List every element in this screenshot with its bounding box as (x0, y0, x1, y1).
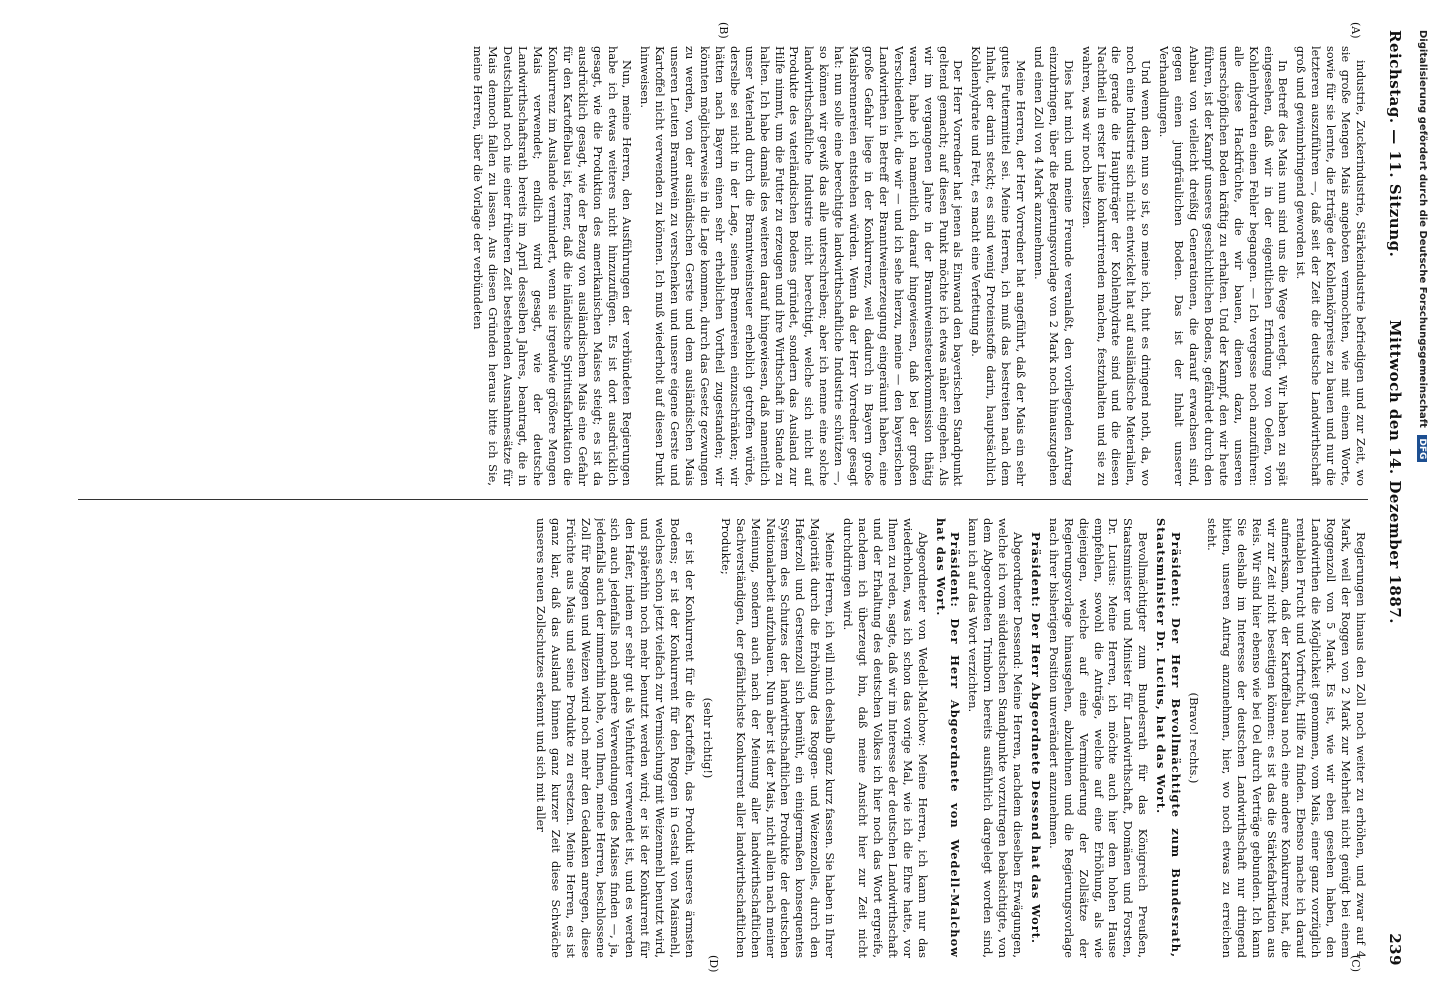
president-remark: Präsident: Der Herr Abgeordnete Dessend hat das Wort. (1028, 532, 1043, 944)
sidebar-credit-text: Digitalisierung gefördert durch die Deutsche Forschungsgemeinschaft (1417, 30, 1428, 428)
marker-a: (A) (1349, 22, 1362, 39)
digitization-sidebar (1406, 0, 1430, 1000)
left-paragraph: Und wenn dem nun so ist, so meine ich, thut es dringend noth, da, wo noch eine Industrie sich nicht entwickelt hat auf ausländische Materialien, die gerade die Hauptträger der Kohlenhydrate sind und die diesen Nachtheil in erster Linie konkurrirenden machen, festzuhalten und sie zu wahren, was wir noch besitzen. (1079, 46, 1154, 486)
right-paragraph: Bevollmächtigter zum Bundesrath für das Königreich Preußen, Staatsminister und Minister für Landwirthschaft, Domänen und Forsten, Dr. Lucius: Meine Herren, ich möchte auch hier dem hohen Hause empfehlen, sowohl die Anträge, welche auf eine Erhöhung, als wie diejenigen, welche auf eine Verminderung der Zollsätze der Regierungsvorlage hinausgehen, abzulehnen und die Regierungsvorlage nach ihrer bisherigen Position unverändert anzunehmen. (1046, 518, 1151, 958)
header-center: Mittwoch den 14. Dezember 1887. (1386, 320, 1404, 624)
right-paragraph: Abgeordneter von Wedell-Malchow: Meine Herren, ich kann nur das wiederholen, was ich schon das vorige Mal, wie ich die Ehre hatte, vor Ihnen zu reden, sagte, daß wir im Interesse der deutschen Landwirthschaft und der Erhaltung des deutschen Volkes ich hier noch das Wort ergreife, nachdem ich überzeugt bin, daß meine Ansicht hier zur Zeit nicht durchdringen wird. (841, 518, 930, 958)
left-paragraph: In Betreff des Mais nun sind uns die Wege verlegt. Wir haben zu spät eingesehen, daß wir in der eigentlichen Erfindung von Oelen, von Kohlenhydraten einen Fehler begangen. — Ich vergesse noch anzuführen: alle diese Hackfrüchte, die wir bauen, dienen dazu, unseren unerschöpflichen Boden kräftig zu erhalten. Und der Kampf, den wir heute führen, ist der Kampf unseres geschichtlichen Bodens, gefährdet durch den Anbau von vielleicht dreißig Generationen, die darauf erwachsen sind, gegen einen jungfräulichen Boden. Das ist der Inhalt unserer Verhandlungen. (1157, 46, 1291, 486)
left-paragraph: industrie, Zuckerindustrie, Stärkeindustrie befriedigen und zur Zeit, wo sie große Mengen Mais angeboten vermochten, wie mit einem Worte, sowie für sie lernte, die Erträge der Kohlenkörpreise zu bauen und nur die letzteren auszuführen —, daß seit der Zeit die deutsche Landwirthschaft groß und gewinnbringend geworden ist. (1294, 46, 1368, 486)
rotated-page-content (30, 20, 1410, 980)
president-remark: Präsident: Der Herr Bevollmächtigte zum Bundesrath, Staatsminister Dr. Lucius, hat das Wort. (1154, 518, 1184, 958)
right-paragraph: Abgeordneter Dessend: Meine Herren, nachdem dieselben Erwägungen, welche ich vom süddeutschen Standpunkte vorzutragen beabsichtigte, von dem Abgeordneten Trimborn bereits ausführlich dargelegt worden sind, kann ich auf das Wort verzichten. (966, 518, 1026, 958)
right-paragraph: er ist der Konkurrent für die Kartoffeln, das Produkt unseres ärmsten Bodens; er ist der Konkurrent für den Roggen in Gestalt von Maismehl, welches schon jetzt vielfach zur Vermischung mit Weizenmehl benutzt wird, und späterhin noch mehr benutzt werden wird; er ist der Konkurrent für den Hafer, indem er sehr gut als Viehfutter verwendet ist, und es werden sich auch jedenfalls noch andere Verwendungen des Maises finden —, ja, jedenfalls auch der immerhin hohe, von Ihnen, meine Herren, beschlossene Zoll für Roggen und Weizen wird noch mehr den Gedanken anregen, diese Früchte aus Mais und seine Produkte zu ersetzen. Meine Herren, es ist ganz klar, daß das Ausland binnen ganz kurzer Zeit diese Schwäche unseres neuen Zollschutzes erkennt und sich mit aller (533, 518, 698, 958)
column-divider (78, 499, 1368, 500)
page-number: 239 (1386, 933, 1404, 966)
right-column (68, 518, 1368, 958)
right-paragraph: Regierungen hinaus den Zoll noch weiter zu erhöhen, und zwar auf 4 Mark, weil der Roggen von 2 Mark zur Mehrheit nicht genügt bei einem Roggenzoll von 5 Mark. Es ist, wie wir eben gesehen haben, den Landwirthen die Möglichkeit genommen, vom Mais, einer ganz vorzüglich rentablen Frucht und Vorfrucht, Hilfe zu finden. Ebenso mache ich darauf aufmerksam, daß der Kartoffelbau noch eine andere Konkurrenz hat, die wir zur Zeit nicht beseitigen können: es ist das die Stärkefabrikation aus Reis. Wir sind hier ebenso wie bei Oel durch Verträge gebunden. Ich kann Sie deshalb im Interesse der deutschen Landwirthschaft nur dringend bitten, unseren Antrag anzunehmen, hier, wo noch etwas zu erreichen steht. (1204, 518, 1368, 958)
page-header (1376, 20, 1410, 980)
marker-b: (B) (717, 22, 730, 39)
left-paragraph: Dies hat mich und meine Freunde veranlaßt, den vorliegenden Antrag einzubringen, über die Regierungsvorlage von 2 Mark noch hinauszugehen und einen Zoll von 4 Mark anzunehmen. (1031, 46, 1076, 486)
left-paragraph: Nun, meine Herren, den Ausführungen der verbündeten Regierungen habe ich etwas weiteres nicht hinzuzufügen. Es ist dort ausdrücklich gesagt, wie die Produktion des amerikanischen Maises steigt; es ist da ausdrücklich gesagt, wie der Bezug von ausländischem Mais eine Gefahr für den Kartoffelbau ist, ferner, daß die inländische Spiritusfabrikation die Konkurrenz im Auslande vermindert, wenn sie irgendwie größere Mengen Mais verwendet; endlich wird gesagt, wie der deutsche Landwirthschaftsrath bereits im April desselben Jahres, beantragt, die in Deutschland noch nie einer früheren Zeit bestehenden Ausnahmesätze für Mais dennoch fallen zu lassen. Aus diesen Gründen heraus bitte ich Sie, meine Herren, über die Vorlage der verbündeten (471, 46, 635, 486)
left-column (68, 46, 1368, 486)
sidebar-credit (1408, 30, 1428, 590)
marker-d: (D) (707, 955, 720, 973)
left-paragraph: Der Herr Vorredner hat jenen als Einwand den bayerischen Standpunkt geltend gemacht; auf diesen Punkt möchte ich etwas näher eingehen. Als wir im vergangenen Jahre in der Branntweinsteuerkommission thätig waren, habe ich namentlich darauf hingewiesen, daß bei der großen Verschiedenheit, die wir — und ich sehe hierzu, meine — den bayerischen Landwirthen in Betreff der Branntweinerzeugung eingeräumt haben, eine große Gefahr liege in der Konkurrenz, weil dadurch in Bayern große Maisbrennereien entstehen würden. Wenn da der Herr Vorredner gesagt hat: nun solle eine berechtigte landwirthschaftliche Industrie schützen —, so können wir gewiß das alle unterschreiben; aber ich nenne eine solche landwirthschaftliche Industrie nicht berechtigt, welche sich nicht auf Produkte des vaterländischen Bodens gründet, sondern das Ausland zur Hilfe nimmt, um die Futter zu erzeugen und ihre Wirthschaft im Stande zu halten. Ich habe damals des weiteren darauf hingewiesen, daß namentlich unser Vaterland durch die Branntweinsteuer erheblich getroffen würde, derselbe sei nicht in der Lage, seinen Brennereien einzuschränken; wir hätten nach Bayern einen sehr erheblichen Vortheil zugestanden; wir könnten möglicherweise in die Lage kommen, durch das Gesetz gezwungen zu werden, von der ausländischen Gerste und dem ausländischen Mais unseren Leuten Branntwein zu verschenken und unsere eigene Gerste und Kartoffel nicht verwenden zu können. Ich muß wiederholt auf diesen Punkt hinweisen. (638, 46, 966, 486)
applause-note: (Bravo! rechts.) (1187, 692, 1202, 784)
left-paragraph: Meine Herren, der Herr Vorredner hat angeführt, daß der Mais ein sehr gutes Futtermittel sei. Meine Herren, ich muß das bestreiten nach dem Inhalt, der darin steckt; es sind wenig Proteinstoffe darin, hauptsächlich Kohlenhydrate und Fett, es macht eine Verfettung ab. (969, 46, 1029, 486)
right-paragraph: Meine Herren, ich will mich deshalb ganz kurz fassen. Sie haben in Ihrer Majorität durch die Erhöhung des Roggen- und Weizenzolles, durch den Haferzoll und Gerstenzoll sich bemüht, ein einigermaßen konsequentes System des Schutzes der landwirthschaftlichen Produkte der deutschen Nationalarbeit aufzubauen. Nun aber ist der Mais, nicht allein nach meiner Meinung, sondern auch nach der Meinung aller landwirthschaftlichen Sachverständigen, der gefährlichste Konkurrent aller landwirthschaftlichen Produkte; (718, 518, 838, 958)
header-left: Reichstag. — 11. Sitzung. (1386, 30, 1404, 258)
marker-c: (C) (1349, 955, 1362, 972)
interjection-note: (sehr richtig!) (700, 697, 715, 779)
dfg-logo: DFG (1417, 435, 1427, 462)
president-remark: Präsident: Der Herr Abgeordnete von Wedell-Malchow hat das Wort. (933, 518, 963, 958)
